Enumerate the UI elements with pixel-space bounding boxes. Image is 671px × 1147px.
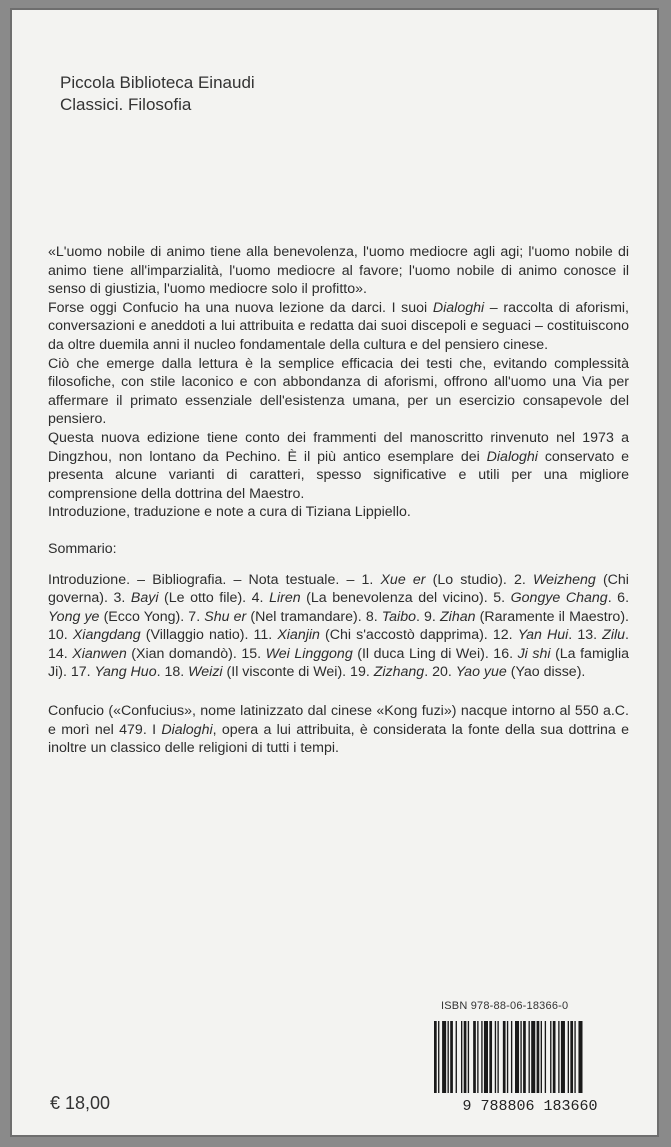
barcode-bar [511, 1021, 512, 1093]
barcode-bar [545, 1021, 546, 1093]
sommario-heading: Sommario: [48, 540, 117, 557]
chapter-title: Yan Hui [517, 627, 569, 644]
barcode-bar [484, 1021, 488, 1093]
sommario-text: . 6. [607, 590, 630, 607]
series-title [60, 72, 255, 116]
barcode-digits: 9 788806 183660 [462, 1098, 598, 1113]
barcode [420, 1017, 640, 1113]
barcode-bar [448, 1021, 449, 1093]
sommario-text: (Chi s'accostò dapprima). 12. [319, 627, 518, 644]
sommario-text: (Lo studio). 2. [425, 571, 533, 588]
barcode-bar [541, 1021, 542, 1093]
blurb-text [48, 243, 629, 758]
chapter-title: Yang Huo [94, 664, 157, 681]
barcode-bar [507, 1021, 508, 1093]
barcode-bar [558, 1021, 559, 1093]
barcode-bar [515, 1021, 519, 1093]
author-note: Confucio («Confucius», nome latinizzato dal cinese «Kong fuzi») nacque intorno al 550 a.C. e morì nel 479. I Dialoghi, opera a lui attribuita, è considerata la fonte della sua dottrina e inoltre un classico delle religioni di tutti i tempi. [48, 703, 629, 757]
sommario-contents [48, 571, 629, 683]
barcode-bar [578, 1021, 582, 1093]
sommario-text: (Xian domandò). 15. [126, 645, 266, 662]
chapter-title: Yao yue [455, 664, 507, 681]
barcode-bar [553, 1021, 556, 1093]
sommario-text: (Villaggio natio). 11. [140, 627, 278, 644]
barcode-bar [523, 1021, 526, 1093]
chapter-title: Liren [269, 590, 301, 607]
barcode-bar [438, 1021, 439, 1093]
chapter-title: Gongye Chang [510, 590, 608, 607]
chapter-title: Weizi [188, 664, 223, 681]
barcode-bar [456, 1021, 457, 1093]
barcode-bar [468, 1021, 469, 1093]
series-line-1: Piccola Biblioteca Einaudi [60, 73, 255, 92]
isbn-label: ISBN 978-88-06-18366-0 [441, 1000, 569, 1012]
chapter-title: Xianjin [277, 627, 320, 644]
chapter-title: Taibo [381, 608, 416, 625]
sommario-text: . 20. [424, 664, 456, 681]
chapter-title: Xiangdang [72, 627, 141, 644]
spacer [48, 682, 629, 702]
barcode-bar [503, 1021, 506, 1093]
sommario-text: (Il duca Ling di Wei). 16. [352, 645, 518, 662]
chapter-title: Xue er [380, 571, 426, 588]
barcode-bar [570, 1021, 573, 1093]
blurb-quote: «L'uomo nobile di animo tiene alla benevolenza, l'uomo mediocre agli agi; l'uomo nobile di animo tiene all'imparzialità, l'uomo mediocre al favore; l'uomo nobile di animo conosce il senso di giustizia, l'uomo mediocre solo il profitto». [48, 244, 629, 298]
barcode-bar [568, 1021, 569, 1093]
sommario-text: (Nel tramandare). 8. [246, 608, 382, 625]
barcode-bar [489, 1021, 492, 1093]
blurb-credits: Introduzione, traduzione e note a cura di Tiziana Lippiello. [48, 504, 411, 521]
chapter-title: Ji shi [517, 645, 551, 662]
barcode-bar [434, 1021, 437, 1093]
barcode-bar [473, 1021, 476, 1093]
barcode-bar [477, 1021, 478, 1093]
barcode-bar [481, 1021, 482, 1093]
barcode-bar [531, 1021, 535, 1093]
blurb-paragraph-4: Questa nuova edizione tiene conto dei frammenti del manoscritto rinvenuto nel 1973 a Dingzhou, non lontano da Pechino. È il più antico esemplare dei Dialoghi conservato e presenta alcune varianti di caratteri, spesso significative e utili per una migliore comprensione della dottrina del Maestro. [48, 429, 629, 502]
sommario-text: . 13. [568, 627, 603, 644]
sommario-text: . 14. [48, 627, 629, 662]
barcode-bar [520, 1021, 521, 1093]
blurb-paragraph-2: Forse oggi Confucio ha una nuova lezione da darci. I suoi Dialoghi – raccolta di aforismi, conversazioni e aneddoti a lui attribuita e redatta dai suoi discepoli e seguaci – costituiscono da oltre duemila anni il nucleo fondamentale della cultura e del pensiero cinese. [48, 299, 630, 353]
price: € 18,00 [50, 1093, 111, 1113]
chapter-title: Zilu [602, 627, 626, 644]
barcode-bar [461, 1021, 462, 1093]
chapter-title: Yong ye [48, 608, 100, 625]
back-cover [10, 8, 659, 1137]
blurb-paragraph-3: Ciò che emerge dalla lettura è la semplice efficacia dei testi che, evitando complessità filosofiche, con stile laconico e con abbondanza di aforismi, offrono all'uomo una Via per affermare il primato essenziale dell'esistenza umana, per un esercizio consapevole del pensiero. [48, 355, 629, 428]
sommario-text: (Ecco Yong). 7. [99, 608, 205, 625]
barcode-bar [495, 1021, 496, 1093]
chapter-title: Bayi [130, 590, 159, 607]
spacer [48, 559, 629, 571]
sommario-text: (Il visconte di Wei). 19. [222, 664, 374, 681]
barcode-bar [442, 1021, 446, 1093]
sommario-text: (Yao disse). [506, 664, 586, 681]
chapter-title: Zihan [440, 608, 476, 625]
sommario-text: . 9. [415, 608, 440, 625]
barcode-bar [537, 1021, 540, 1093]
sommario-text: (Raramente il Maestro). 10. [48, 608, 629, 644]
chapter-title: Xianwen [72, 645, 127, 662]
barcode-bar [497, 1021, 498, 1093]
sommario-text: . 18. [156, 664, 189, 681]
chapter-title: Weizheng [532, 571, 596, 588]
barcode-bar [561, 1021, 565, 1093]
sommario-text: (Chi governa). 3. [48, 571, 629, 607]
barcode-bar [550, 1021, 551, 1093]
chapter-title: Zizhang [373, 664, 425, 681]
barcode-bar [529, 1021, 530, 1093]
series-line-2: Classici. Filosofia [60, 95, 192, 114]
spacer [48, 522, 629, 540]
chapter-title: Wei Linggong [265, 645, 353, 662]
chapter-title: Shu er [204, 608, 247, 625]
sommario-text: Introduzione. – Bibliografia. – Nota testuale. – 1. [48, 571, 381, 588]
barcode-bar [464, 1021, 467, 1093]
sommario-text: (La famiglia Ji). 17. [48, 645, 630, 681]
sommario-text: (La benevolenza del vicino). 5. [300, 590, 511, 607]
barcode-bar [450, 1021, 453, 1093]
barcode-bar [574, 1021, 575, 1093]
sommario-text: (Le otto file). 4. [158, 590, 270, 607]
